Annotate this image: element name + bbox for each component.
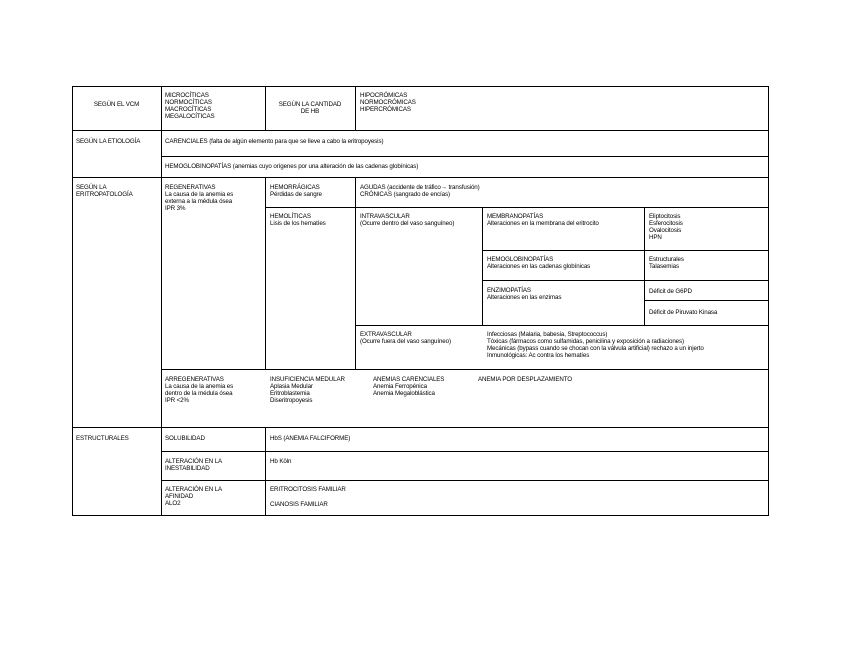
- extravascular-cause: Infecciosas (Malaria, babesia, Streptococcus): [487, 331, 608, 338]
- carenciales-text: CARENCIALES (falta de algún elemento para que se lleve a cabo la eritropoyesis): [165, 138, 384, 145]
- arregenerativas-line: La causa de la anemia es: [165, 383, 234, 390]
- vcm-size-normociticas: NORMOCÍTICAS: [165, 99, 212, 106]
- hemorragicas-agudas: AGUDAS (accidente de tráfico→ transfusión): [360, 184, 480, 191]
- row-divider: [482, 250, 769, 251]
- row-divider: [72, 177, 769, 178]
- hemorragicas-desc: Pérdidas de sangre: [270, 191, 322, 198]
- membranopatia-type: Esferocitosis: [649, 220, 683, 227]
- estructurales-label: ESTRUCTURALES: [76, 435, 129, 442]
- table-border-left: [72, 86, 73, 516]
- column-divider: [355, 86, 356, 130]
- table-border-bottom: [72, 515, 769, 516]
- eritropatologia-label-line1: SEGÚN LA: [76, 184, 107, 191]
- table-border-right: [768, 86, 769, 516]
- membranopatia-type: Ovalocitosis: [649, 227, 682, 234]
- hemoliticas-desc: Lisis de los hematíes: [270, 220, 326, 227]
- vcm-size-megalociticas: MEGALOCÍTICAS: [165, 113, 215, 120]
- column-divider: [482, 207, 483, 325]
- arregenerativas-title: ARREGENERATIVAS: [165, 376, 224, 383]
- column-divider: [644, 207, 645, 325]
- vcm-size-microciticas: MICROCÍTICAS: [165, 92, 209, 99]
- row-divider: [161, 480, 769, 481]
- membranopatia-type: HPN: [649, 234, 662, 241]
- row-divider: [161, 451, 769, 452]
- etiologia-label: SEGÚN LA ETIOLOGÍA: [76, 138, 141, 145]
- inestabilidad-label-line2: INESTABILIDAD: [165, 465, 210, 472]
- arregenerativas-line: dentro de la médula ósea: [165, 390, 233, 397]
- deficit-g6pd: Déficit de G6PD: [649, 288, 692, 295]
- anemias-carenciales-title: ANEMIAS CARENCIALES: [373, 376, 445, 383]
- inestabilidad-detail: Hb Köln: [270, 458, 292, 465]
- hb-label-line1: SEGÚN LA CANTIDAD: [278, 101, 342, 108]
- row-divider: [265, 207, 769, 208]
- deficit-piruvato: Déficit de Piruvato Kinasa: [649, 309, 718, 316]
- hemoglobinopatias-title: HEMOGLOBINOPATÍAS: [487, 256, 554, 263]
- extravascular-cause: Mecánicas (bypass cuando se chocan con la válvula artificial) rechazo a un injerto: [487, 345, 704, 352]
- inestabilidad-label-line1: ALTERACIÓN EN LA: [165, 458, 223, 465]
- column-divider: [265, 177, 266, 369]
- afinidad-label-line2: AFINIDAD: [165, 493, 194, 500]
- row-divider: [72, 130, 769, 131]
- row-divider: [355, 325, 769, 326]
- hb-type-hipercromicas: HIPERCRÓMICAS: [360, 106, 411, 113]
- anemias-carenciales-item: Anemia Ferropénica: [373, 383, 427, 390]
- regenerativas-line: externa a la médula ósea: [165, 198, 233, 205]
- column-divider: [161, 86, 162, 516]
- row-divider: [161, 369, 769, 370]
- row-divider: [482, 280, 769, 281]
- insuficiencia-item: Diseritropoyesis: [270, 397, 313, 404]
- hb-type-normocromicas: NORMOCRÓMICAS: [360, 99, 416, 106]
- hemoglobinopatia-type: Estructurales: [649, 256, 684, 263]
- regenerativas-line: La causa de la anemia es: [165, 191, 234, 198]
- solubilidad-label: SOLUBILIDAD: [165, 435, 205, 442]
- intravascular-desc: (Ocurre dentro del vaso sanguíneo): [360, 220, 455, 227]
- anemia-desplazamiento: ANEMIA POR DESPLAZAMIENTO: [478, 376, 573, 383]
- hb-label-line2: DE HB: [300, 108, 320, 115]
- afinidad-label-line1: ALTERACIÓN EN LA: [165, 486, 223, 493]
- eritrocitosis-familiar: ERITROCITOSIS FAMILIAR: [270, 486, 346, 493]
- column-divider: [265, 427, 266, 515]
- anemias-carenciales-item: Anemia Megaloblástica: [373, 390, 435, 397]
- row-divider: [644, 300, 769, 301]
- row-divider: [161, 156, 769, 157]
- extravascular-cause: Tóxicas (fármacos como sulfamidas, penicilina y exposición a radiaciones): [487, 338, 684, 345]
- afinidad-label-line3: ALO2: [165, 500, 181, 507]
- regenerativas-title: REGENERATIVAS: [165, 184, 216, 191]
- row-divider: [72, 427, 769, 428]
- column-divider: [355, 177, 356, 369]
- hb-type-hipocromicas: HIPOCRÓMICAS: [360, 92, 408, 99]
- intravascular-title: INTRAVASCULAR: [360, 213, 410, 220]
- cianosis-familiar: CIANOSIS FAMILIAR: [270, 501, 328, 508]
- hemoglobinopatias-etiologia-text: HEMOGLOBINOPATÍAS (anemias cuyo orígenes por una alteración de las cadenas globínicas): [165, 163, 419, 170]
- hemoglobinopatias-desc: Alteraciones en las cadenas globínicas: [487, 263, 591, 270]
- membranopatia-type: Eliptocitosis: [649, 213, 681, 220]
- regenerativas-ipr: IPR 3%: [165, 205, 186, 212]
- solubilidad-detail: HbS (ANEMIA FALCIFORME): [270, 435, 351, 442]
- enzimopatias-title: ENZIMOPATÍAS: [487, 287, 531, 294]
- hemoliticas-title: HEMOLÍTICAS: [270, 213, 311, 220]
- insuficiencia-title: INSUFICIENCIA MEDULAR: [270, 376, 345, 383]
- extravascular-desc: (Ocurre fuera del vaso sanguíneo): [360, 338, 451, 345]
- membranopatias-title: MEMBRANOPATÍAS: [487, 213, 544, 220]
- vcm-size-macrociticas: MACROCÍTICAS: [165, 106, 212, 113]
- arregenerativas-ipr: IPR <2%: [165, 397, 189, 404]
- hemorragicas-cronicas: CRÓNICAS (sangrado de encías): [360, 191, 450, 198]
- enzimopatias-desc: Alteraciones en las enzimas: [487, 294, 562, 301]
- extravascular-title: EXTRAVASCULAR: [360, 331, 412, 338]
- membranopatias-desc: Alteraciones en la membrana del eritrocito: [487, 220, 599, 227]
- hemorragicas-title: HEMORRÁGICAS: [270, 184, 320, 191]
- insuficiencia-item: Eritroblastemia: [270, 390, 310, 397]
- extravascular-cause: Inmunológicas: Ac contra los hematíes: [487, 352, 590, 359]
- hemoglobinopatia-type: Talasemias: [649, 263, 679, 270]
- insuficiencia-item: Aplasia Medular: [270, 383, 313, 390]
- table-border-top: [72, 86, 769, 87]
- eritropatologia-label-line2: ERITROPATOLOGÍA: [76, 191, 133, 198]
- vcm-label: SEGÚN EL VCM: [93, 101, 140, 108]
